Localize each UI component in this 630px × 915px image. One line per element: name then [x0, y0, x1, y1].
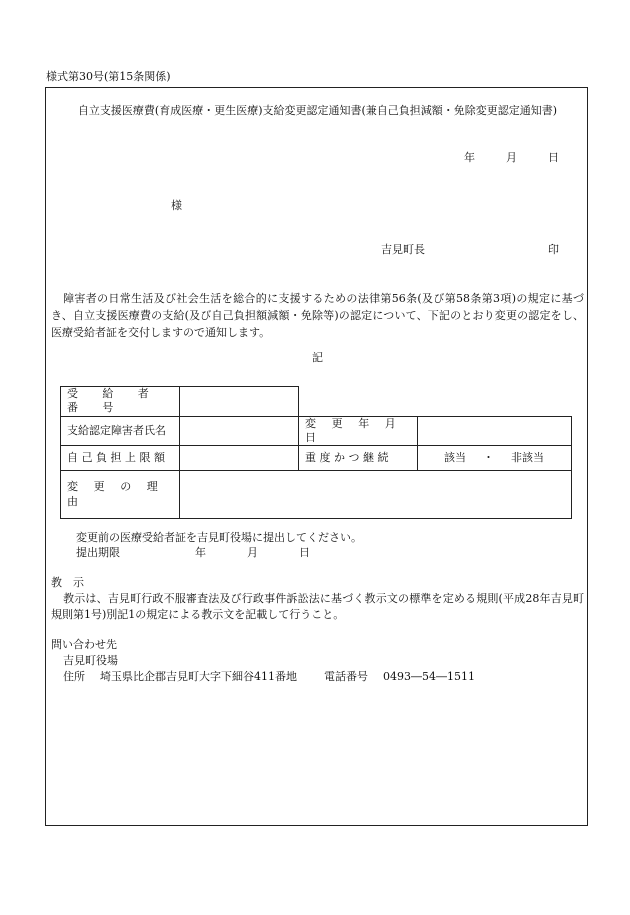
seal-mark: 印: [548, 243, 559, 256]
recipient-number-label: 受 給 者 番 号: [61, 387, 180, 417]
deadline-month-label: 月: [247, 546, 258, 559]
return-notice: 変更前の医療受給者証を吉見町役場に提出してください。: [76, 531, 362, 544]
disabled-person-name-label: 支給認定障害者氏名: [61, 416, 180, 446]
contact-address-line: [63, 670, 475, 684]
copay-limit-value: [180, 446, 299, 471]
date-month-label: 月: [506, 151, 517, 164]
addressee-suffix: 様: [171, 199, 182, 212]
issue-date-line: [464, 151, 559, 165]
change-date-label: 変 更 年 月 日: [299, 416, 418, 446]
deadline-label: 提出期限: [76, 546, 120, 559]
document-frame: [45, 87, 588, 826]
address-value: 埼玉県比企郡吉見町大字下細谷411番地: [100, 670, 297, 683]
certificate-info-table: [60, 386, 572, 519]
notification-body: 障害者の日常生活及び社会生活を総合的に支援するための法律第56条(及び第58条第3項)の規定に基づき、自立支援医療費の支給(及び自己負担額減額・免除等)の認定について、下記のとおり変更の認定をし、医療受給者証を交付しますので通知します。: [51, 292, 584, 339]
address-label: 住所: [63, 670, 85, 683]
kyoji-body: 教示は、吉見町行政不服審査法及び行政事件訴訟法に基づく教示文の標準を定める規則(平成28年吉見町規則第1号)別記1の規定による教示文を記載して行うこと。: [51, 592, 584, 621]
recipient-number-value: [180, 387, 299, 417]
date-year-label: 年: [464, 151, 475, 164]
copay-limit-label: 自 己 負 担 上 限 額: [61, 446, 180, 471]
ki-heading: 記: [312, 351, 323, 364]
issuer-title: 吉見町長: [381, 243, 425, 256]
form-number: 様式第30号(第15条関係): [46, 70, 171, 83]
reason-label: 変 更 の 理 由: [61, 471, 180, 519]
applicable-option: 該当: [444, 451, 466, 465]
deadline-day-label: 日: [299, 546, 310, 559]
change-date-value: [417, 416, 571, 446]
disabled-person-name-value: [180, 416, 299, 446]
deadline-line: [76, 546, 310, 560]
table-row: [61, 471, 572, 519]
reason-value: [180, 471, 572, 519]
table-row: [61, 416, 572, 446]
severe-continuous-options: [417, 446, 571, 471]
table-row: [61, 387, 572, 417]
document-title: 自立支援医療費(育成医療・更生医療)支給変更認定通知書(兼自己負担減額・免除変更認定通知書): [77, 104, 558, 117]
option-separator: ・: [483, 451, 494, 465]
contact-heading: 問い合わせ先: [51, 638, 117, 651]
phone-label: 電話番号: [324, 670, 368, 683]
phone-value: 0493―54―1511: [383, 670, 475, 683]
kyoji-heading: 教 示: [51, 576, 84, 589]
deadline-year-label: 年: [195, 546, 206, 559]
contact-organization: 吉見町役場: [63, 654, 118, 667]
date-day-label: 日: [548, 151, 559, 164]
not-applicable-option: 非該当: [511, 451, 544, 465]
table-row: [61, 446, 572, 471]
severe-continuous-label: 重 度 か つ 継 続: [299, 446, 418, 471]
